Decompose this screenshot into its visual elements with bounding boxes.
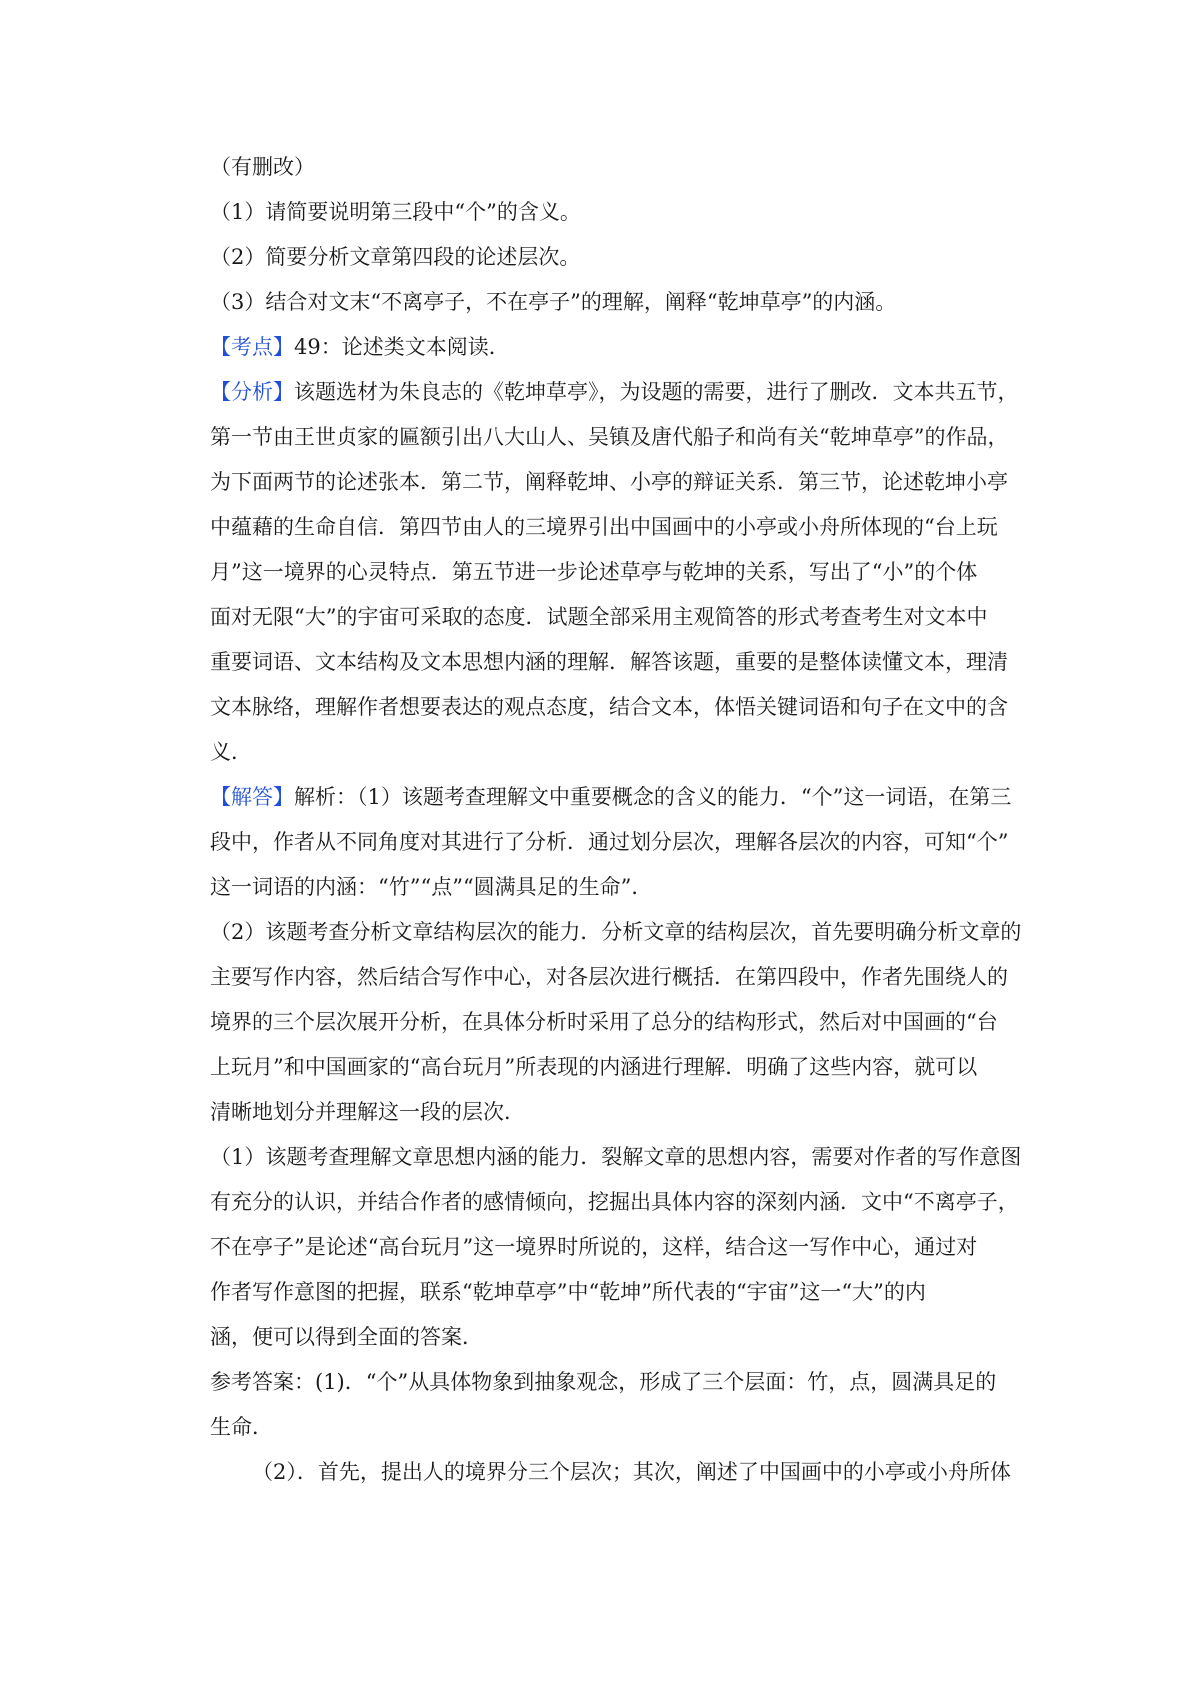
line-text: 清晰地划分并理解这一段的层次． [210, 1100, 525, 1124]
text-line-a2-1 [210, 910, 1030, 955]
text-line-a2-3 [210, 1000, 1030, 1045]
line-text: 主要写作内容，然后结合写作中心，对各层次进行概括．在第四段中，作者先围绕人的 [210, 965, 1008, 989]
line-text: 该题选材为朱良志的《乾坤草亭》，为设题的需要，进行了删改．文本共五节， [294, 380, 1019, 404]
line-text: 这一词语的内涵：“竹”“点”“圆满具足的生命”． [210, 875, 653, 899]
line-text: 第一节由王世贞家的匾额引出八大山人、吴镇及唐代船子和尚有关“乾坤草亭”的作品， [210, 425, 1009, 449]
line-text: 为下面两节的论述张本．第二节，阐释乾坤、小亭的辩证关系．第三节，论述乾坤小亭 [210, 470, 1008, 494]
line-text: 作者写作意图的把握，联系“乾坤草亭”中“乾坤”所代表的“宇宙”这一“大”的内 [210, 1280, 926, 1304]
section-tag: 【分析】 [210, 380, 294, 404]
text-line-fenxi-7 [210, 640, 1030, 685]
line-text: （2）．首先，提出人的境界分三个层次；其次，阐述了中国画中的小亭或小舟所体 [252, 1460, 1011, 1484]
text-line-a3-2 [210, 1180, 1030, 1225]
text-line-note [210, 145, 1030, 190]
line-text: 境界的三个层次展开分析，在具体分析时采用了总分的结构形式，然后对中国画的“台 [210, 1010, 998, 1034]
line-text: 解析：（1）该题考查理解文中重要概念的含义的能力．“个”这一词语，在第三 [294, 785, 1012, 809]
text-line-ref-1 [210, 1360, 1030, 1405]
line-text: 义． [210, 740, 252, 764]
text-line-ref-2 [210, 1405, 1030, 1450]
line-text: 重要词语、文本结构及文本思想内涵的理解．解答该题，重要的是整体读懂文本，理清 [210, 650, 1008, 674]
text-line-fenxi-8 [210, 685, 1030, 730]
line-text: 参考答案：(1)．“个”从具体物象到抽象观念，形成了三个层面：竹，点，圆满具足的 [210, 1370, 997, 1394]
line-text: （3）结合对文末“不离亭子，不在亭子”的理解，阐释“乾坤草亭”的内涵。 [210, 290, 897, 314]
line-text: 不在亭子”是论述“高台玩月”这一境界时所说的，这样，结合这一写作中心，通过对 [210, 1235, 978, 1259]
line-text: 面对无限“大”的宇宙可采取的态度．试题全部采用主观简答的形式考查考生对文本中 [210, 605, 988, 629]
section-tag: 【考点】 [210, 335, 294, 359]
line-text: （1）该题考查理解文章思想内涵的能力．裂解文章的思想内容，需要对作者的写作意图 [210, 1145, 1022, 1169]
text-line-jieda-3 [210, 865, 1030, 910]
text-line-a2-5 [210, 1090, 1030, 1135]
document-body [210, 145, 1030, 1495]
text-line-fenxi-2 [210, 415, 1030, 460]
text-line-jieda-2 [210, 820, 1030, 865]
text-line-a2-2 [210, 955, 1030, 1000]
line-text: 段中，作者从不同角度对其进行了分析．通过划分层次，理解各层次的内容，可知“个” [210, 830, 1009, 854]
text-line-a3-1 [210, 1135, 1030, 1180]
text-line-a3-3 [210, 1225, 1030, 1270]
line-text: 文本脉络，理解作者想要表达的观点态度，结合文本，体悟关键词语和句子在文中的含 [210, 695, 1008, 719]
text-line-kaodian [210, 325, 1030, 370]
line-text: 中蕴藉的生命自信．第四节由人的三境界引出中国画中的小亭或小舟所体现的“台上玩 [210, 515, 998, 539]
line-text: 涵，便可以得到全面的答案． [210, 1325, 483, 1349]
text-line-fenxi-9 [210, 730, 1030, 775]
line-text: 生命． [210, 1415, 273, 1439]
line-text: （1）请简要说明第三段中“个”的含义。 [210, 200, 581, 224]
text-line-fenxi-4 [210, 505, 1030, 550]
text-line-fenxi-3 [210, 460, 1030, 505]
line-text: （有删改） [210, 155, 315, 179]
text-line-q1 [210, 190, 1030, 235]
line-text: 上玩月”和中国画家的“高台玩月”所表现的内涵进行理解．明确了这些内容，就可以 [210, 1055, 978, 1079]
line-text: （2）简要分析文章第四段的论述层次。 [210, 245, 581, 269]
text-line-ref-3 [210, 1450, 1030, 1495]
text-line-fenxi-5 [210, 550, 1030, 595]
text-line-q3 [210, 280, 1030, 325]
text-line-a3-5 [210, 1315, 1030, 1360]
line-text: 月”这一境界的心灵特点．第五节进一步论述草亭与乾坤的关系，写出了“小”的个体 [210, 560, 978, 584]
text-line-fenxi-1 [210, 370, 1030, 415]
text-line-a2-4 [210, 1045, 1030, 1090]
line-text: （2）该题考查分析文章结构层次的能力．分析文章的结构层次，首先要明确分析文章的 [210, 920, 1022, 944]
text-line-q2 [210, 235, 1030, 280]
text-line-fenxi-6 [210, 595, 1030, 640]
text-line-a3-4 [210, 1270, 1030, 1315]
section-tag: 【解答】 [210, 785, 294, 809]
line-text: 有充分的认识，并结合作者的感情倾向，挖掘出具体内容的深刻内涵．文中“不离亭子， [210, 1190, 1019, 1214]
text-line-jieda-1 [210, 775, 1030, 820]
line-text: 49：论述类文本阅读． [294, 335, 510, 359]
